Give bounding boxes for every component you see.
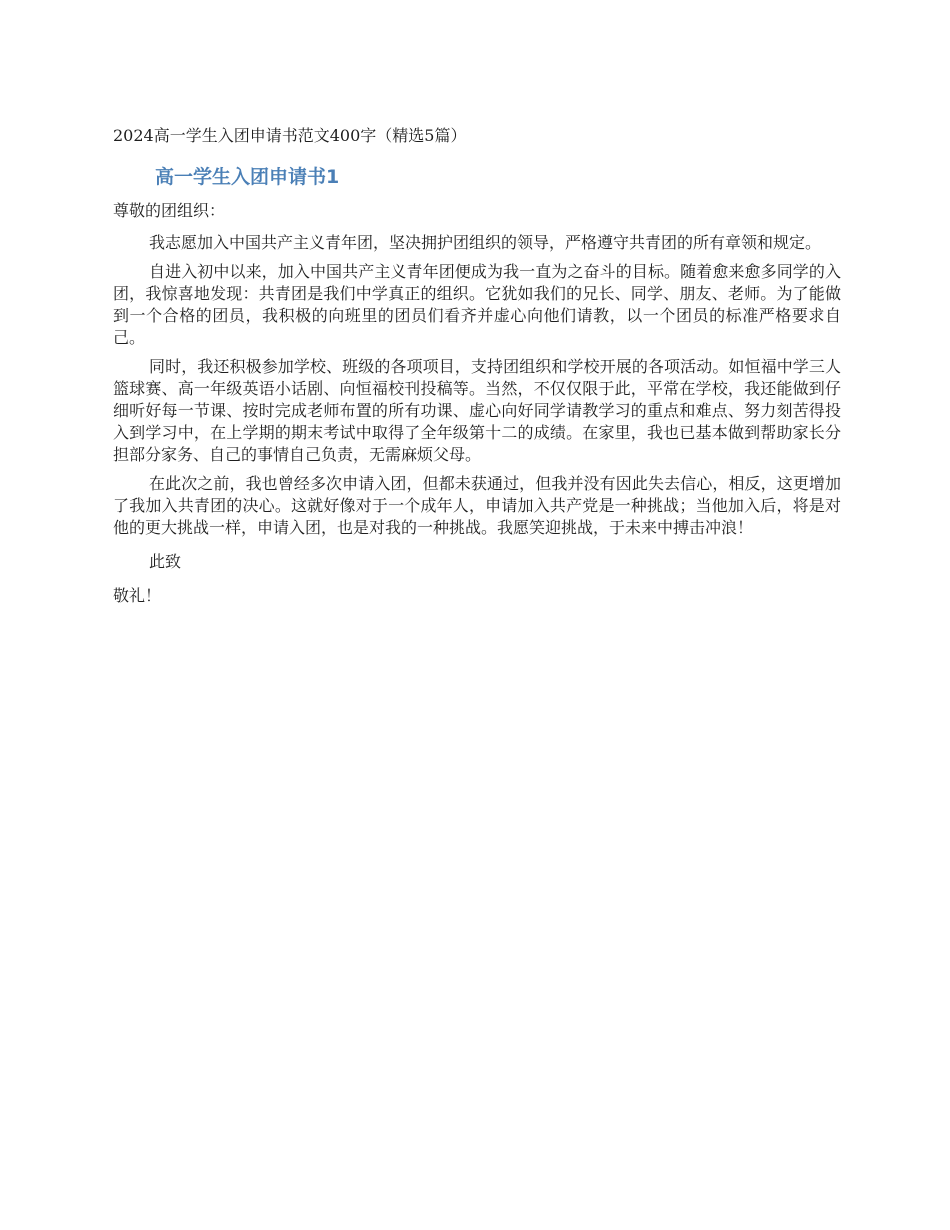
body-paragraph-2: 自进入初中以来，加入中国共产主义青年团便成为我一直为之奋斗的目标。随着愈来愈多同学的入团，我惊喜地发现：共青团是我们中学真正的组织。它犹如我们的兄长、同学、朋友、老师。为了能做到一个合格的团员，我积极的向班里的团员们看齐并虚心向他们请教，以一个团员的标准严格要求自己。 <box>113 262 841 347</box>
body-paragraph-3: 同时，我还积极参加学校、班级的各项项目，支持团组织和学校开展的各项活动。如恒福中学三人篮球赛、高一年级英语小话剧、向恒福校刊投稿等。当然，不仅仅限于此，平常在学校，我还能做到仔细听好每一节课、按时完成老师布置的所有功课、虚心向好同学请教学习的重点和难点、努力刻苦得投入到学习中，在上学期的期末考试中取得了全年级第十二的成绩。在家里，我也已基本做到帮助家长分担部分家务、自己的事情自己负责，无需麻烦父母。 <box>113 357 841 464</box>
section-heading: 高一学生入团申请书1 <box>155 166 340 188</box>
document-page <box>113 121 841 611</box>
body-paragraph-1: 我志愿加入中国共产主义青年团，坚决拥护团组织的领导，严格遵守共青团的所有章领和规定。 <box>149 233 822 252</box>
closing-line: 此致 <box>149 552 182 571</box>
document-title: 2024高一学生入团申请书范文400字（精选5篇） <box>113 126 467 145</box>
salutation: 尊敬的团组织： <box>113 201 226 220</box>
body-paragraph-4: 在此次之前，我也曾经多次申请入团，但都未获通过，但我并没有因此失去信心，相反，这更增加了我加入共青团的决心。这就好像对于一个成年人，申请加入共产党是一种挑战；当他加入后，将是对他的更大挑战一样，申请入团，也是对我的一种挑战。我愿笑迎挑战，于未来中搏击冲浪！ <box>113 474 841 537</box>
regards-line: 敬礼！ <box>113 586 162 605</box>
